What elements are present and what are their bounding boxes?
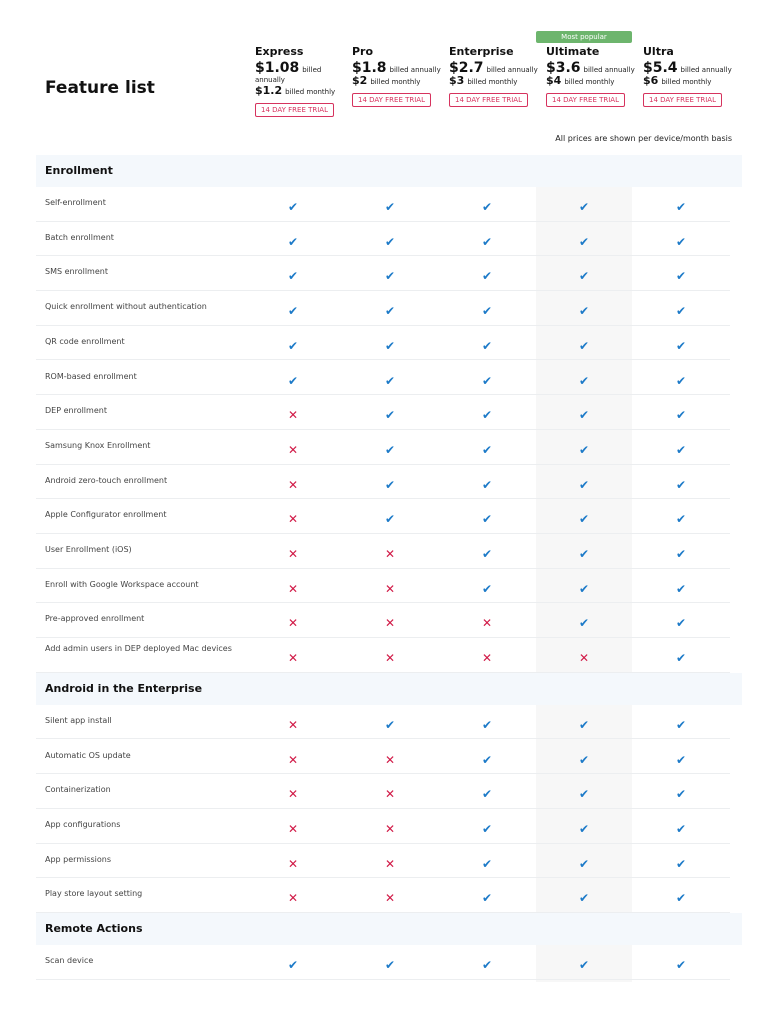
check-icon: ✔ [481, 408, 493, 423]
monthly-price-label: billed monthly [661, 78, 712, 86]
feature-label: QR code enrollment [45, 336, 125, 346]
cross-icon: ✕ [287, 581, 299, 596]
check-icon: ✔ [675, 442, 687, 457]
feature-label: User Enrollment (iOS) [45, 545, 132, 554]
cross-icon: ✕ [481, 651, 493, 666]
feature-label: Enroll with Google Workspace account [45, 579, 199, 589]
check-icon: ✔ [675, 581, 687, 596]
feature-label: Apple Configurator enrollment [45, 510, 167, 520]
feature-row [36, 361, 730, 396]
free-trial-button[interactable]: 14 DAY FREE TRIAL [255, 103, 334, 117]
feature-label: Automatic OS update [45, 750, 131, 760]
feature-row [36, 705, 730, 740]
plan-name: Ultra [643, 45, 674, 58]
cross-icon: ✕ [384, 787, 396, 802]
check-icon: ✔ [384, 234, 396, 249]
cross-icon: ✕ [287, 752, 299, 767]
cross-icon: ✕ [287, 408, 299, 423]
check-icon: ✔ [675, 269, 687, 284]
check-icon: ✔ [675, 373, 687, 388]
feature-label: Pre-approved enrollment [45, 614, 145, 624]
check-icon: ✔ [578, 616, 590, 631]
feature-row [36, 187, 730, 222]
monthly-price-line [643, 76, 733, 87]
monthly-price: $4 [546, 74, 562, 87]
check-icon: ✔ [578, 477, 590, 492]
check-icon: ✔ [675, 512, 687, 527]
cross-icon: ✕ [287, 717, 299, 732]
annual-price: $5.4 [643, 60, 678, 76]
cross-icon: ✕ [287, 512, 299, 527]
check-icon: ✔ [481, 269, 493, 284]
check-icon: ✔ [675, 408, 687, 423]
check-icon: ✔ [481, 477, 493, 492]
section-title: Remote Actions [45, 922, 143, 935]
check-icon: ✔ [675, 821, 687, 836]
annual-price: $1.08 [255, 60, 300, 76]
check-icon: ✔ [578, 547, 590, 561]
check-icon: ✔ [481, 338, 493, 353]
monthly-price: $3 [449, 74, 465, 87]
free-trial-button[interactable]: 14 DAY FREE TRIAL [546, 93, 625, 107]
feature-label: Samsung Knox Enrollment [45, 440, 151, 450]
check-icon: ✔ [675, 787, 687, 802]
check-icon: ✔ [384, 958, 396, 972]
monthly-price-line [352, 76, 442, 87]
feature-row [36, 222, 730, 257]
check-icon: ✔ [578, 408, 590, 423]
feature-row [36, 844, 730, 879]
check-icon: ✔ [675, 856, 687, 871]
check-icon: ✔ [675, 616, 687, 631]
feature-label: Quick enrollment without authentication [45, 302, 207, 312]
annual-price-line [255, 60, 345, 85]
section-title: Enrollment [45, 164, 113, 177]
feature-row [36, 291, 730, 326]
plan-enterprise [439, 24, 539, 107]
monthly-price: $2 [352, 74, 368, 87]
cross-icon: ✕ [287, 787, 299, 802]
page-title: Feature list [45, 78, 155, 98]
cross-icon: ✕ [384, 581, 396, 596]
badge-slot [449, 24, 539, 37]
free-trial-button[interactable]: 14 DAY FREE TRIAL [643, 93, 722, 107]
plan-name: Express [255, 45, 304, 58]
check-icon: ✔ [578, 581, 590, 596]
cross-icon: ✕ [384, 891, 396, 906]
check-icon: ✔ [481, 581, 493, 596]
annual-price-label: billed annually [680, 66, 732, 74]
feature-label: Scan device [45, 956, 94, 965]
cross-icon: ✕ [287, 856, 299, 871]
check-icon: ✔ [384, 408, 396, 423]
feature-label: App configurations [45, 819, 121, 829]
check-icon: ✔ [384, 477, 396, 492]
feature-row [36, 465, 730, 500]
check-icon: ✔ [481, 304, 493, 319]
check-icon: ✔ [578, 891, 590, 906]
badge-slot [352, 24, 442, 37]
check-icon: ✔ [287, 269, 299, 284]
feature-label: Play store layout setting [45, 889, 143, 899]
feature-row [36, 603, 730, 638]
feature-row [36, 499, 730, 534]
check-icon: ✔ [675, 234, 687, 249]
monthly-price-line [546, 76, 636, 87]
check-icon: ✔ [578, 373, 590, 388]
section-title: Android in the Enterprise [45, 681, 203, 695]
plan-name: Enterprise [449, 45, 514, 58]
section-header [36, 913, 742, 945]
check-icon: ✔ [578, 512, 590, 527]
check-icon: ✔ [578, 958, 590, 972]
cross-icon: ✕ [384, 856, 396, 871]
badge-slot [546, 24, 636, 41]
cross-icon: ✕ [384, 616, 396, 631]
feature-row [36, 534, 730, 569]
check-icon: ✔ [384, 512, 396, 527]
feature-label: App permissions [45, 854, 112, 864]
check-icon: ✔ [481, 891, 493, 906]
feature-label: DEP enrollment [45, 406, 107, 416]
check-icon: ✔ [384, 442, 396, 457]
check-icon: ✔ [287, 234, 299, 249]
check-icon: ✔ [578, 304, 590, 319]
check-icon: ✔ [287, 958, 299, 972]
cross-icon: ✕ [384, 651, 396, 666]
feature-label: Containerization [45, 785, 111, 795]
monthly-price-line [449, 76, 539, 87]
cross-icon: ✕ [287, 442, 299, 457]
feature-label: Batch enrollment [45, 232, 114, 242]
check-icon: ✔ [481, 787, 493, 802]
annual-price: $3.6 [546, 60, 581, 76]
check-icon: ✔ [481, 547, 493, 561]
check-icon: ✔ [578, 269, 590, 284]
check-icon: ✔ [384, 269, 396, 284]
feature-label: Self-enrollment [45, 198, 106, 207]
check-icon: ✔ [287, 200, 299, 214]
monthly-price-label: billed monthly [467, 78, 518, 86]
check-icon: ✔ [287, 373, 299, 388]
check-icon: ✔ [578, 234, 590, 249]
feature-row [36, 638, 730, 673]
cross-icon: ✕ [481, 616, 493, 631]
check-icon: ✔ [578, 200, 590, 214]
check-icon: ✔ [675, 717, 687, 732]
feature-label: Android zero-touch enrollment [45, 475, 168, 485]
plan-ultimate [536, 24, 636, 107]
plan-name: Pro [352, 45, 374, 58]
section-header [36, 673, 742, 705]
free-trial-button[interactable]: 14 DAY FREE TRIAL [352, 93, 431, 107]
section-header [36, 155, 742, 187]
check-icon: ✔ [481, 821, 493, 836]
check-icon: ✔ [481, 717, 493, 732]
check-icon: ✔ [578, 856, 590, 871]
feature-row [36, 430, 730, 465]
annual-price: $1.8 [352, 60, 387, 76]
feature-label: SMS enrollment [45, 267, 108, 277]
price-note: All prices are shown per device/month basis [555, 134, 732, 143]
monthly-price-line [255, 86, 345, 97]
check-icon: ✔ [481, 512, 493, 527]
cross-icon: ✕ [287, 616, 299, 631]
check-icon: ✔ [578, 338, 590, 353]
plan-pro [342, 24, 442, 107]
check-icon: ✔ [481, 856, 493, 871]
annual-price: $2.7 [449, 60, 484, 76]
cross-icon: ✕ [384, 547, 396, 561]
cross-icon: ✕ [287, 651, 299, 666]
monthly-price-label: billed monthly [285, 88, 336, 96]
feature-row [36, 395, 730, 430]
cross-icon: ✕ [578, 651, 590, 666]
pricing-header [0, 0, 768, 150]
check-icon: ✔ [675, 338, 687, 353]
monthly-price-label: billed monthly [564, 78, 615, 86]
monthly-price: $1.2 [255, 84, 283, 97]
feature-row [36, 774, 730, 809]
annual-price-label: billed annually [389, 66, 441, 74]
check-icon: ✔ [675, 651, 687, 666]
check-icon: ✔ [675, 547, 687, 561]
plan-express [245, 24, 345, 117]
cross-icon: ✕ [384, 752, 396, 767]
check-icon: ✔ [481, 958, 493, 972]
check-icon: ✔ [287, 338, 299, 353]
check-icon: ✔ [578, 787, 590, 802]
cross-icon: ✕ [287, 821, 299, 836]
check-icon: ✔ [384, 200, 396, 214]
check-icon: ✔ [481, 200, 493, 214]
feature-row [36, 809, 730, 844]
check-icon: ✔ [578, 821, 590, 836]
annual-price-label: billed annually [486, 66, 538, 74]
check-icon: ✔ [675, 752, 687, 767]
check-icon: ✔ [287, 304, 299, 319]
check-icon: ✔ [384, 304, 396, 319]
badge-slot [643, 24, 733, 37]
feature-row [36, 945, 730, 980]
check-icon: ✔ [578, 752, 590, 767]
plan-name: Ultimate [546, 45, 600, 58]
check-icon: ✔ [481, 442, 493, 457]
cross-icon: ✕ [287, 547, 299, 561]
feature-row [36, 569, 730, 604]
cross-icon: ✕ [384, 821, 396, 836]
check-icon: ✔ [578, 717, 590, 732]
annual-price-label: billed annually [583, 66, 635, 74]
annual-price-label: billed annually [255, 66, 322, 84]
feature-row [36, 740, 730, 775]
most-popular-badge: Most popular [536, 31, 632, 43]
check-icon: ✔ [578, 442, 590, 457]
monthly-price: $6 [643, 74, 659, 87]
check-icon: ✔ [481, 373, 493, 388]
monthly-price-label: billed monthly [370, 78, 421, 86]
check-icon: ✔ [675, 304, 687, 319]
check-icon: ✔ [384, 338, 396, 353]
check-icon: ✔ [481, 752, 493, 767]
cross-icon: ✕ [287, 891, 299, 906]
check-icon: ✔ [675, 891, 687, 906]
feature-row [36, 878, 730, 913]
check-icon: ✔ [675, 200, 687, 214]
check-icon: ✔ [675, 958, 687, 972]
feature-label: Add admin users in DEP deployed Mac devices [45, 644, 232, 654]
cross-icon: ✕ [287, 477, 299, 492]
check-icon: ✔ [384, 373, 396, 388]
feature-label: Silent app install [45, 715, 112, 725]
free-trial-button[interactable]: 14 DAY FREE TRIAL [449, 93, 528, 107]
feature-label: ROM-based enrollment [45, 371, 137, 381]
check-icon: ✔ [675, 477, 687, 492]
feature-row [36, 256, 730, 291]
check-icon: ✔ [384, 717, 396, 732]
badge-slot [255, 24, 345, 37]
plan-ultra [633, 24, 733, 107]
check-icon: ✔ [481, 234, 493, 249]
feature-row [36, 326, 730, 361]
